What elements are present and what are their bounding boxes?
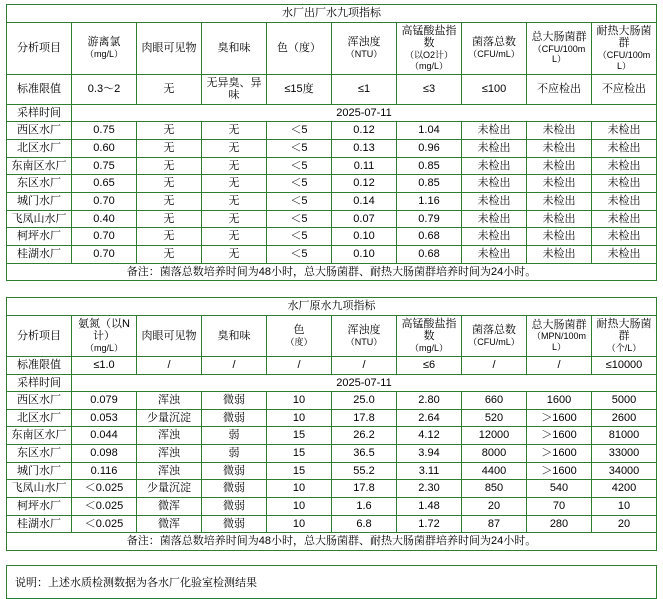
table1-limit-cell: ≤1 (332, 74, 397, 104)
table2-col-colony-count: 菌落总数 （CFU/mL） (462, 315, 527, 356)
table2-header-row (7, 315, 657, 356)
table1-cell: 0.85 (397, 157, 462, 175)
table2-limit-cell: / (267, 356, 332, 374)
table1-cell: 未检出 (527, 122, 592, 140)
table2-plant-name: 城门水厂 (7, 462, 72, 480)
table1-col-odor: 臭和味 (202, 22, 267, 74)
table2-cell: 20 (462, 498, 527, 516)
table1-sample-time-value: 2025-07-11 (72, 104, 657, 122)
table2-cell: 12000 (462, 427, 527, 445)
outlet-water-table (6, 4, 657, 281)
table2-cell: 浑浊 (137, 427, 202, 445)
table1-cell: 未检出 (462, 245, 527, 263)
table2-col-item: 分析项目 (7, 315, 72, 356)
table1-cell: 无 (202, 140, 267, 158)
table2-cell: ＞1600 (527, 445, 592, 463)
table1-plant-name: 北区水厂 (7, 140, 72, 158)
table2-limit-cell: / (137, 356, 202, 374)
table1-cell: 0.12 (332, 175, 397, 193)
table2-cell: 8000 (462, 445, 527, 463)
table1-cell: 0.68 (397, 228, 462, 246)
table2-limit-cell: / (462, 356, 527, 374)
table2-cell: 10 (592, 498, 657, 516)
table1-cell: 0.79 (397, 210, 462, 228)
table1-cell: 0.68 (397, 245, 462, 263)
table2-cell: 4400 (462, 462, 527, 480)
table1-cell: 无 (137, 228, 202, 246)
table2-limit-label: 标准限值 (7, 356, 72, 374)
table1-col-item: 分析项目 (7, 22, 72, 74)
table1-cell: ＜5 (267, 140, 332, 158)
table2-cell: 6.8 (332, 515, 397, 533)
table2-cell: 70 (527, 498, 592, 516)
table1-limit-row (7, 74, 657, 104)
table1-cell: 0.11 (332, 157, 397, 175)
table1-cell: 未检出 (592, 122, 657, 140)
table1-cell: 无 (137, 193, 202, 211)
table2-col-total-coliform: 总大肠菌群 （MPN/100mL） (527, 315, 592, 356)
table2-cell: 2.64 (397, 409, 462, 427)
table1-col-total-coliform: 总大肠菌群 （CFU/100mL） (527, 22, 592, 74)
table1-cell: 未检出 (592, 193, 657, 211)
table2-cell: 微弱 (202, 462, 267, 480)
table-row (7, 515, 657, 533)
table1-cell: 0.14 (332, 193, 397, 211)
table2-cell: 540 (527, 480, 592, 498)
table2-col-visible-matter: 肉眼可见物 (137, 315, 202, 356)
table2-col-thermotolerant-coliform: 耐热大肠菌群 （个/L） (592, 315, 657, 356)
table1-cell: 0.75 (72, 157, 137, 175)
table2-cell: 1.72 (397, 515, 462, 533)
table2-cell: 少量沉淀 (137, 480, 202, 498)
table2-cell: 17.8 (332, 480, 397, 498)
table1-cell: 无 (137, 140, 202, 158)
table1-cell: 无 (202, 175, 267, 193)
table2-cell: 浑浊 (137, 462, 202, 480)
table1-cell: 未检出 (462, 193, 527, 211)
table1-cell: ＜5 (267, 210, 332, 228)
table1-title: 水厂出厂水九项指标 (7, 5, 657, 23)
table2-cell: 15 (267, 445, 332, 463)
table2-cell: ＞1600 (527, 427, 592, 445)
table2-cell: 10 (267, 498, 332, 516)
table2-cell: 15 (267, 427, 332, 445)
table2-col-ammonia-nitrogen: 氨氮（以N计） （mg/L） (72, 315, 137, 356)
table1-plant-name: 桂湖水厂 (7, 245, 72, 263)
table2-limit-row (7, 356, 657, 374)
table2-cell: 36.5 (332, 445, 397, 463)
table-row (7, 175, 657, 193)
table-row (7, 193, 657, 211)
table2-limit-cell: ≤6 (397, 356, 462, 374)
table1-cell: ＜5 (267, 193, 332, 211)
table1-limit-cell: ≤15度 (267, 74, 332, 104)
table-row (7, 245, 657, 263)
table2-cell: 0.079 (72, 392, 137, 410)
table1-cell: 无 (137, 210, 202, 228)
table1-sample-time-label: 采样时间 (7, 104, 72, 122)
table-gap (6, 281, 657, 297)
table1-cell: ＜5 (267, 245, 332, 263)
table2-cell: 81000 (592, 427, 657, 445)
table1-cell: 0.12 (332, 122, 397, 140)
table-row (7, 210, 657, 228)
table1-cell: 0.65 (72, 175, 137, 193)
table1-cell: 0.07 (332, 210, 397, 228)
table1-plant-name: 柯坪水厂 (7, 228, 72, 246)
table-row (7, 228, 657, 246)
table2-cell: 0.098 (72, 445, 137, 463)
table2-cell: 微弱 (202, 480, 267, 498)
table1-col-visible-matter: 肉眼可见物 (137, 22, 202, 74)
table2-cell: ＞1600 (527, 462, 592, 480)
table1-note-row (7, 263, 657, 281)
table1-cell: 未检出 (527, 228, 592, 246)
table2-cell: ＜0.025 (72, 515, 137, 533)
table2-col-turbidity: 浑浊度 （NTU） (332, 315, 397, 356)
table2-cell: 4200 (592, 480, 657, 498)
table1-cell: 未检出 (527, 193, 592, 211)
table2-cell: 2600 (592, 409, 657, 427)
table2-cell: 2.80 (397, 392, 462, 410)
table2-cell: 33000 (592, 445, 657, 463)
table-row (7, 427, 657, 445)
table2-cell: 55.2 (332, 462, 397, 480)
table1-col-thermotolerant-coliform: 耐热大肠菌群 （CFU/100mL） (592, 22, 657, 74)
table-row (7, 140, 657, 158)
table1-limit-cell: 不应检出 (592, 74, 657, 104)
table1-cell: ＜5 (267, 122, 332, 140)
table1-cell: 未检出 (462, 157, 527, 175)
table1-cell: 未检出 (592, 228, 657, 246)
table1-cell: 0.70 (72, 228, 137, 246)
table1-plant-name: 飞凤山水厂 (7, 210, 72, 228)
table2-cell: 15 (267, 462, 332, 480)
table2-cell: 0.044 (72, 427, 137, 445)
table1-cell: 无 (137, 122, 202, 140)
table1-col-color: 色（度） (267, 22, 332, 74)
table2-cell: 10 (267, 392, 332, 410)
table1-cell: 无 (137, 175, 202, 193)
table2-cell: 5000 (592, 392, 657, 410)
table2-cell: 2.30 (397, 480, 462, 498)
table-row (7, 480, 657, 498)
table1-limit-cell: 无异臭、异味 (202, 74, 267, 104)
table2-cell: 浑浊 (137, 392, 202, 410)
table2-cell: 微浑 (137, 515, 202, 533)
table1-cell: ＜5 (267, 228, 332, 246)
table1-cell: 无 (137, 245, 202, 263)
table1-plant-name: 东南区水厂 (7, 157, 72, 175)
table2-cell: 微浑 (137, 498, 202, 516)
table2-cell: 34000 (592, 462, 657, 480)
table1-limit-cell: ≤3 (397, 74, 462, 104)
table2-cell: 3.94 (397, 445, 462, 463)
table1-cell: 未检出 (462, 122, 527, 140)
table2-cell: ＜0.025 (72, 480, 137, 498)
table1-cell: 无 (202, 157, 267, 175)
table2-col-permanganate: 高锰酸盐指数 （mg/L） (397, 315, 462, 356)
table-row (7, 462, 657, 480)
table1-cell: 未检出 (592, 175, 657, 193)
table1-cell: 无 (202, 193, 267, 211)
table1-col-free-chlorine: 游离氯 （mg/L） (72, 22, 137, 74)
table2-cell: 87 (462, 515, 527, 533)
table2-plant-name: 北区水厂 (7, 409, 72, 427)
table1-cell: ＜5 (267, 175, 332, 193)
table2-cell: 少量沉淀 (137, 409, 202, 427)
table1-cell: 无 (202, 228, 267, 246)
table1-limit-cell: 不应检出 (527, 74, 592, 104)
table2-cell: 17.8 (332, 409, 397, 427)
table1-sample-time-row (7, 104, 657, 122)
table-row (7, 445, 657, 463)
table1-limit-cell: 0.3～2 (72, 74, 137, 104)
table2-cell: 1.48 (397, 498, 462, 516)
table1-plant-name: 城门水厂 (7, 193, 72, 211)
table2-cell: 微弱 (202, 409, 267, 427)
table2-cell: 25.0 (332, 392, 397, 410)
table1-col-permanganate: 高锰酸盐指数 （以O2计） （mg/L） (397, 22, 462, 74)
table2-cell: 微弱 (202, 498, 267, 516)
table1-cell: 未检出 (592, 157, 657, 175)
table2-col-color: 色 （度） (267, 315, 332, 356)
table1-cell: 未检出 (592, 140, 657, 158)
table1-cell: 未检出 (527, 175, 592, 193)
table2-plant-name: 东区水厂 (7, 445, 72, 463)
table2-cell: 弱 (202, 427, 267, 445)
table2-cell: 4.12 (397, 427, 462, 445)
table1-cell: 1.16 (397, 193, 462, 211)
table1-limit-label: 标准限值 (7, 74, 72, 104)
table2-sample-time-row (7, 374, 657, 392)
table1-cell: 无 (202, 245, 267, 263)
table1-header-row (7, 22, 657, 74)
table2-limit-cell: / (202, 356, 267, 374)
table-row (7, 157, 657, 175)
table1-cell: 未检出 (527, 245, 592, 263)
table2-plant-name: 西区水厂 (7, 392, 72, 410)
table2-cell: ＜0.025 (72, 498, 137, 516)
table-row (7, 409, 657, 427)
table-row (7, 122, 657, 140)
raw-water-table (6, 297, 657, 551)
table2-cell: 10 (267, 409, 332, 427)
table2-cell: 微弱 (202, 515, 267, 533)
table2-plant-name: 柯坪水厂 (7, 498, 72, 516)
table2-cell: 520 (462, 409, 527, 427)
table1-cell: 0.96 (397, 140, 462, 158)
table2-plant-name: 东南区水厂 (7, 427, 72, 445)
table2-cell: 0.116 (72, 462, 137, 480)
table1-cell: 0.60 (72, 140, 137, 158)
table1-limit-cell: ≤100 (462, 74, 527, 104)
table1-cell: 未检出 (462, 140, 527, 158)
table1-plant-name: 西区水厂 (7, 122, 72, 140)
table1-cell: 未检出 (462, 228, 527, 246)
table1-cell: ＜5 (267, 157, 332, 175)
table2-cell: 浑浊 (137, 445, 202, 463)
table2-cell: 850 (462, 480, 527, 498)
table1-cell: 未检出 (527, 210, 592, 228)
table2-cell: 弱 (202, 445, 267, 463)
table1-note: 备注：菌落总数培养时间为48小时，总大肠菌群、耐热大肠菌群培养时间为24小时。 (7, 263, 657, 281)
table1-cell: 未检出 (527, 157, 592, 175)
table1-col-turbidity: 浑浊度 （NTU） (332, 22, 397, 74)
table1-cell: 未检出 (592, 210, 657, 228)
table1-cell: 未检出 (592, 245, 657, 263)
table2-cell: 660 (462, 392, 527, 410)
table1-cell: 无 (137, 157, 202, 175)
table2-limit-cell: / (332, 356, 397, 374)
table2-note: 备注：菌落总数培养时间为48小时，总大肠菌群、耐热大肠菌群培养时间为24小时。 (7, 533, 657, 551)
table1-cell: 0.85 (397, 175, 462, 193)
table2-sample-time-value: 2025-07-11 (72, 374, 657, 392)
table1-cell: 0.70 (72, 245, 137, 263)
table2-cell: 1600 (527, 392, 592, 410)
table1-cell: 未检出 (527, 140, 592, 158)
table1-cell: 0.75 (72, 122, 137, 140)
table2-cell: 0.053 (72, 409, 137, 427)
table2-cell: 10 (267, 480, 332, 498)
table1-cell: 1.04 (397, 122, 462, 140)
table2-title: 水厂原水九项指标 (7, 298, 657, 316)
table1-cell: 0.10 (332, 228, 397, 246)
table2-cell: 10 (267, 515, 332, 533)
table2-plant-name: 桂湖水厂 (7, 515, 72, 533)
table2-limit-cell: ≤1.0 (72, 356, 137, 374)
table2-cell: 1.6 (332, 498, 397, 516)
table2-cell: 20 (592, 515, 657, 533)
table1-cell: 无 (202, 122, 267, 140)
table2-cell: ＞1600 (527, 409, 592, 427)
table2-plant-name: 飞凤山水厂 (7, 480, 72, 498)
table1-cell: 0.40 (72, 210, 137, 228)
table-row (7, 392, 657, 410)
table2-sample-time-label: 采样时间 (7, 374, 72, 392)
table1-cell: 无 (202, 210, 267, 228)
table1-cell: 0.13 (332, 140, 397, 158)
table1-limit-cell: 无 (137, 74, 202, 104)
table2-cell: 3.11 (397, 462, 462, 480)
table1-cell: 0.10 (332, 245, 397, 263)
table2-cell: 280 (527, 515, 592, 533)
table1-cell: 0.70 (72, 193, 137, 211)
table2-title-row (7, 298, 657, 316)
table1-title-row (7, 5, 657, 23)
table1-plant-name: 东区水厂 (7, 175, 72, 193)
footer-note: 说明：上述水质检测数据为各水厂化验室检测结果 (6, 565, 657, 599)
table2-limit-cell: / (527, 356, 592, 374)
table1-cell: 未检出 (462, 210, 527, 228)
table1-col-colony-count: 菌落总数 （CFU/mL） (462, 22, 527, 74)
table2-cell: 微弱 (202, 392, 267, 410)
table2-col-odor: 臭和味 (202, 315, 267, 356)
table1-cell: 未检出 (462, 175, 527, 193)
table2-cell: 26.2 (332, 427, 397, 445)
table2-limit-cell: ≤10000 (592, 356, 657, 374)
table2-note-row (7, 533, 657, 551)
table-row (7, 498, 657, 516)
